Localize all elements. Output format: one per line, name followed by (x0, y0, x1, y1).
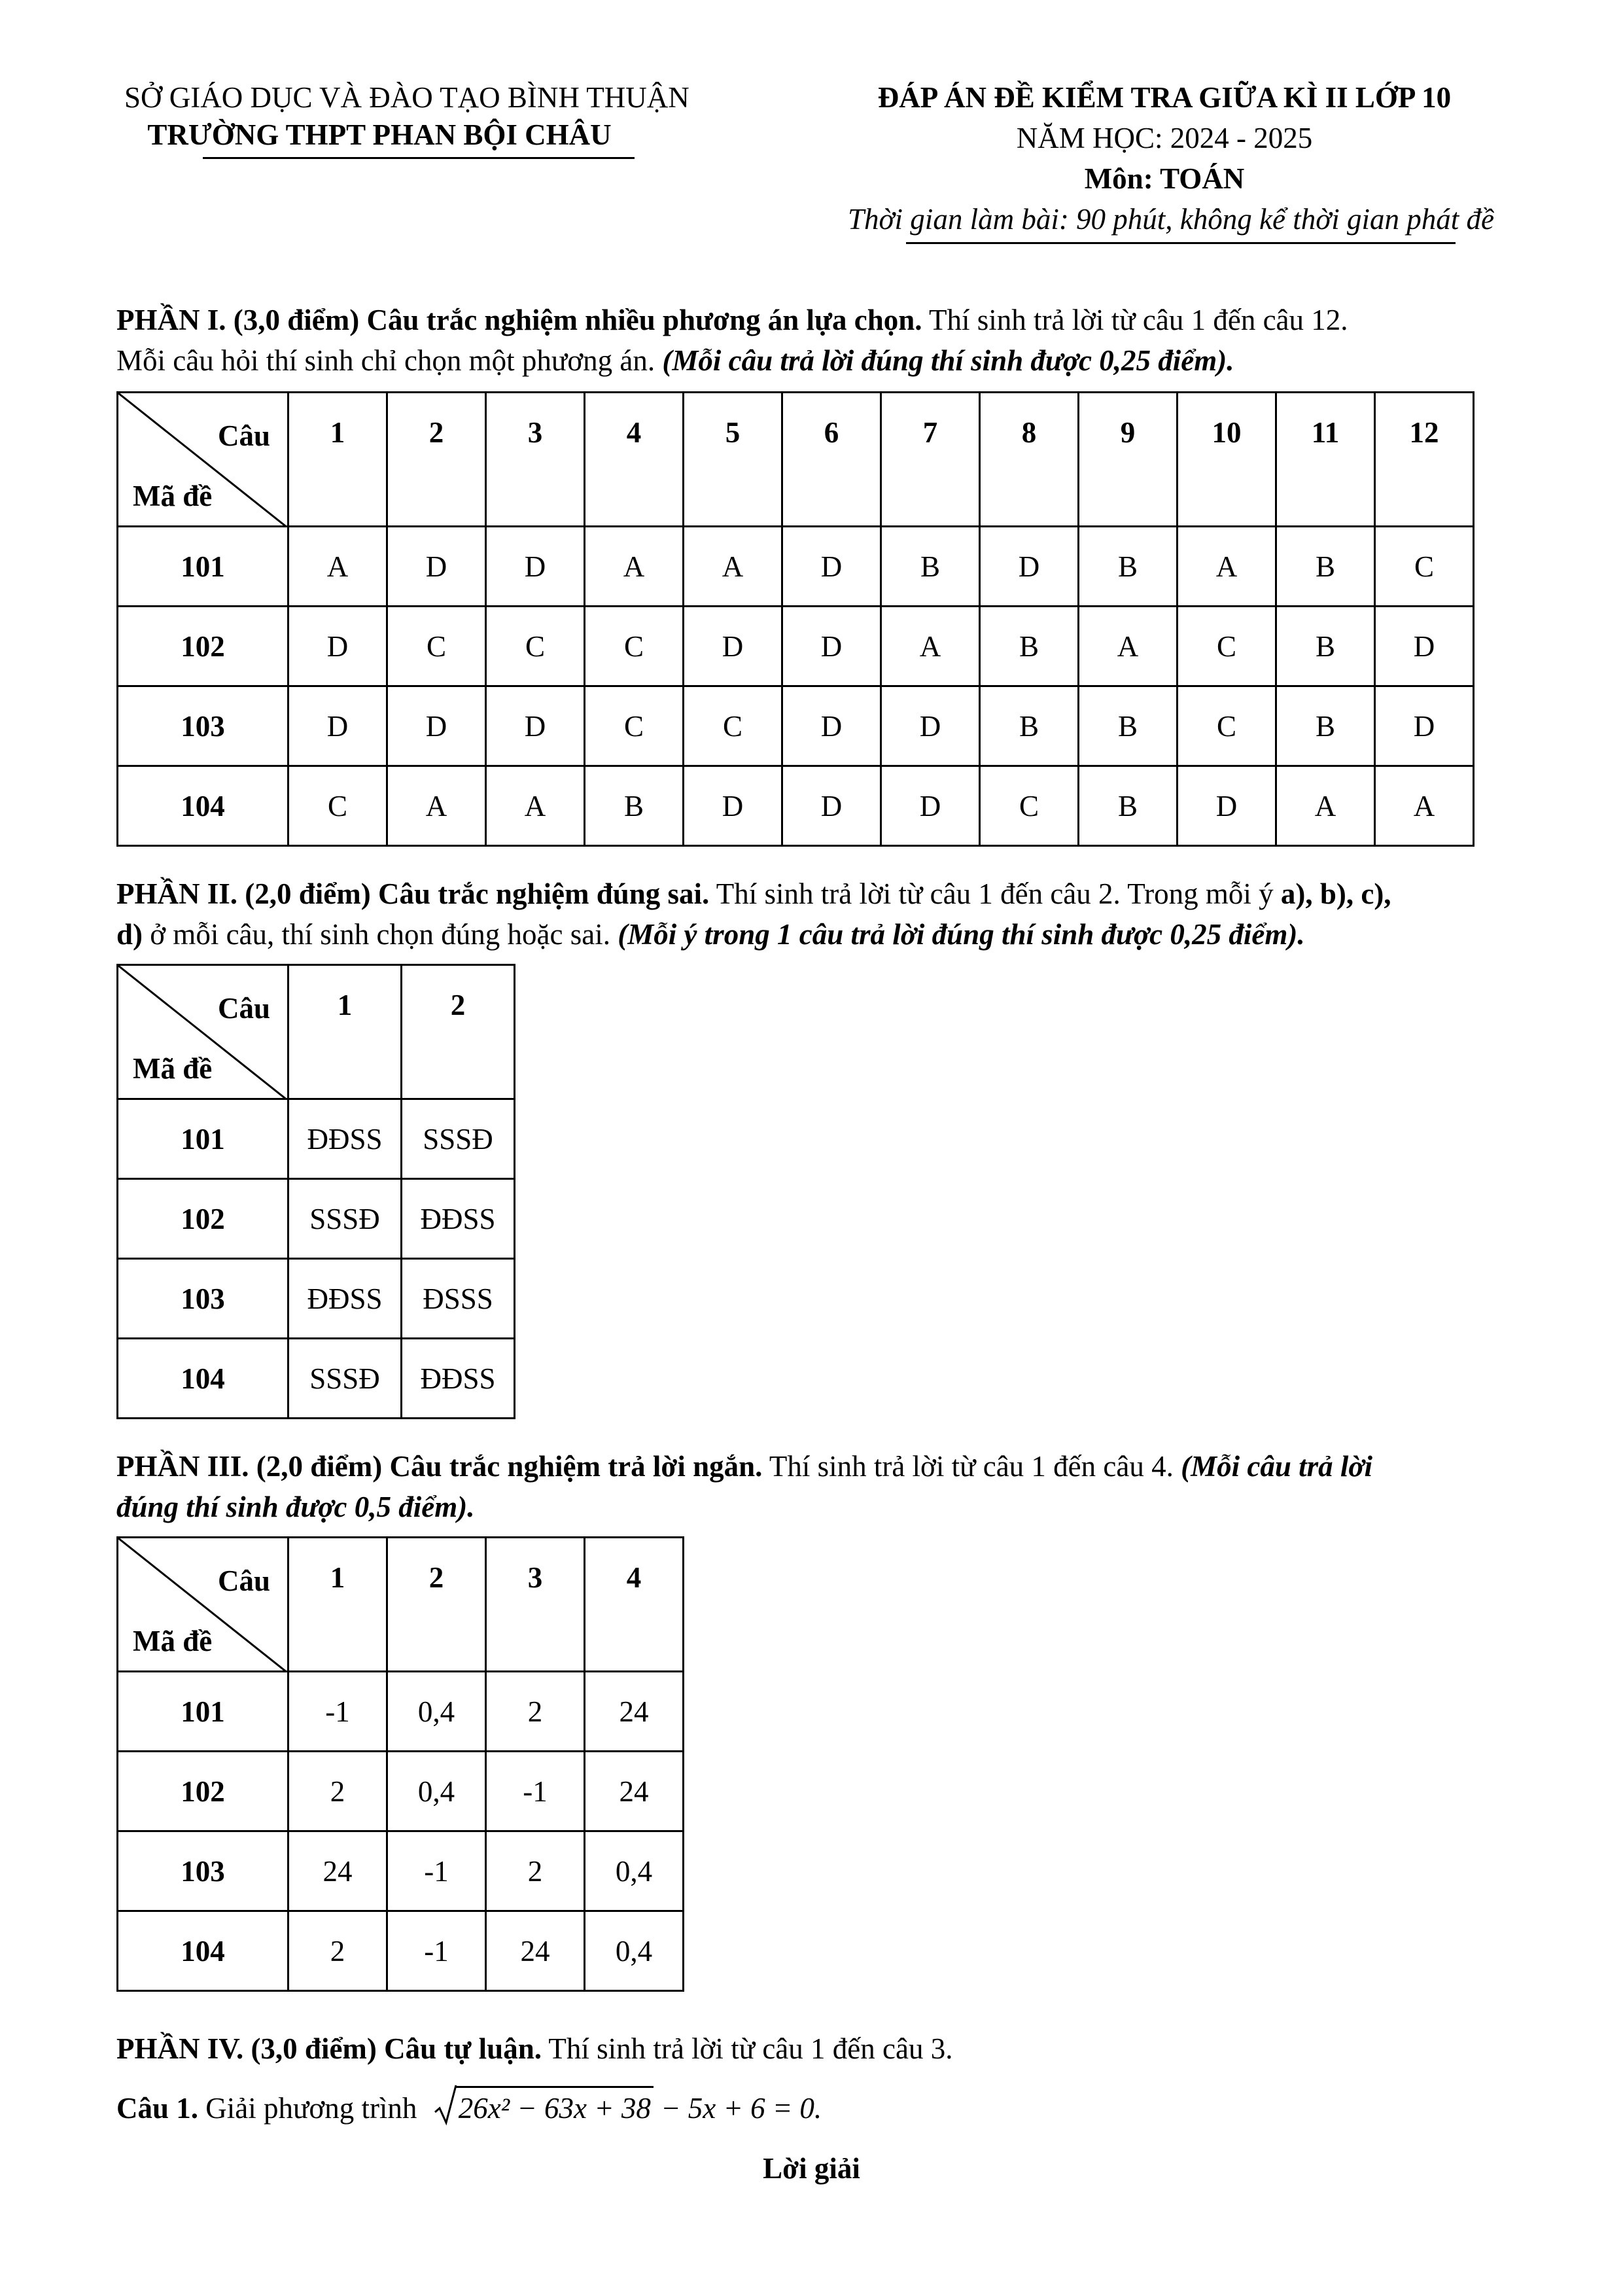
answer-cell: C (585, 686, 684, 766)
exam-code: 103 (118, 686, 288, 766)
question-number: 1 (288, 965, 402, 1099)
answer-cell: 24 (486, 1911, 585, 1991)
part2-instructions (116, 874, 1549, 955)
question-number: 8 (980, 393, 1079, 527)
radicand: 26x² − 63x + 38 (456, 2086, 654, 2128)
part2-note: (Mỗi ý trong 1 câu trả lời đúng thí sinh được 0,25 điểm). (618, 918, 1305, 951)
department-name: SỞ GIÁO DỤC VÀ ĐÀO TẠO BÌNH THUẬN (124, 81, 689, 114)
answer-cell: ĐĐSS (288, 1099, 402, 1179)
answer-cell: D (1178, 766, 1276, 846)
answer-cell: SSSĐ (288, 1179, 402, 1259)
question-number: 1 (288, 1538, 387, 1672)
part1-answer-table (116, 391, 1475, 847)
answer-cell: A (1079, 607, 1178, 686)
table-corner (118, 965, 288, 1099)
part1-text1: Thí sinh trả lời từ câu 1 đến câu 12. (922, 304, 1348, 336)
question-number: 7 (881, 393, 980, 527)
answer-cell: -1 (387, 1831, 486, 1911)
answer-cell: D (782, 607, 881, 686)
answer-cell: C (1178, 686, 1276, 766)
answer-cell: ĐĐSS (288, 1259, 402, 1339)
answer-cell: A (1375, 766, 1474, 846)
table-row (118, 1831, 684, 1911)
subject: Môn: TOÁN (1084, 162, 1245, 195)
answer-cell: ĐĐSS (402, 1179, 515, 1259)
answer-cell: A (585, 527, 684, 607)
question-1-text: Giải phương trình (205, 2092, 417, 2125)
part1-heading: PHẦN I. (3,0 điểm) Câu trắc nghiệm nhiều phương án lựa chọn. (116, 304, 922, 336)
table-row (118, 1259, 515, 1339)
part2-answer-table (116, 964, 515, 1419)
answer-cell: B (1079, 686, 1178, 766)
part3-answer-table (116, 1536, 684, 1992)
table-row (118, 1911, 684, 1991)
table-corner (118, 1538, 288, 1672)
radical-sign (434, 2083, 457, 2127)
question-number: 4 (585, 393, 684, 527)
part3-note-cont: đúng thí sinh được 0,5 điểm). (116, 1491, 475, 1523)
answer-cell: 24 (288, 1831, 387, 1911)
part1-note: (Mỗi câu trả lời đúng thí sinh được 0,25 điểm). (662, 344, 1234, 377)
answer-cell: 2 (486, 1831, 585, 1911)
answer-cell: C (288, 766, 387, 846)
answer-cell: D (387, 527, 486, 607)
answer-cell: B (585, 766, 684, 846)
question-number: 5 (684, 393, 782, 527)
exam-time: Thời gian làm bài: 90 phút, không kể thời gian phát đề (848, 203, 1494, 236)
answer-cell: A (387, 766, 486, 846)
header-ma-de: Mã đề (133, 480, 213, 512)
answer-cell: D (486, 527, 585, 607)
answer-cell: 2 (486, 1672, 585, 1752)
answer-cell: D (980, 527, 1079, 607)
answer-cell: A (288, 527, 387, 607)
part1-instructions (116, 300, 1543, 381)
answer-cell: 2 (288, 1752, 387, 1831)
answer-cell: B (881, 527, 980, 607)
question-number: 6 (782, 393, 881, 527)
table-row (118, 766, 1474, 846)
answer-cell: C (1375, 527, 1474, 607)
question-number: 11 (1276, 393, 1375, 527)
answer-cell: B (1276, 527, 1375, 607)
exam-code: 101 (118, 1099, 288, 1179)
question-number: 12 (1375, 393, 1474, 527)
equation (434, 2086, 822, 2128)
header-ma-de: Mã đề (133, 1625, 213, 1657)
exam-code: 101 (118, 527, 288, 607)
part3-note: (Mỗi câu trả lời (1181, 1450, 1373, 1483)
answer-cell: 24 (585, 1672, 684, 1752)
question-number: 2 (387, 393, 486, 527)
school-name: TRƯỜNG THPT PHAN BỘI CHÂU (147, 118, 612, 151)
answer-cell: D (881, 766, 980, 846)
question-number: 1 (288, 393, 387, 527)
answer-cell: B (1276, 686, 1375, 766)
answer-cell: B (1079, 527, 1178, 607)
table-row (118, 1752, 684, 1831)
question-number: 2 (402, 965, 515, 1099)
answer-cell: D (782, 527, 881, 607)
answer-cell: 0,4 (387, 1752, 486, 1831)
answer-cell: -1 (288, 1672, 387, 1752)
part4-instructions (116, 2028, 1543, 2069)
part3-heading: PHẦN III. (2,0 điểm) Câu trắc nghiệm trả lời ngắn. (116, 1450, 763, 1483)
answer-cell: D (684, 607, 782, 686)
answer-cell: D (288, 686, 387, 766)
exam-code: 104 (118, 766, 288, 846)
answer-cell: D (288, 607, 387, 686)
exam-code: 102 (118, 1752, 288, 1831)
answer-cell: B (980, 686, 1079, 766)
header-cau: Câu (217, 992, 270, 1025)
answer-cell: C (684, 686, 782, 766)
table-row (118, 1339, 515, 1419)
answer-cell: D (782, 686, 881, 766)
exam-code: 102 (118, 607, 288, 686)
answer-cell: SSSĐ (288, 1339, 402, 1419)
square-root (434, 2086, 654, 2128)
table-corner (118, 393, 288, 527)
header-cau: Câu (217, 419, 270, 452)
question-1 (116, 2086, 822, 2128)
exam-code: 101 (118, 1672, 288, 1752)
question-1-label: Câu 1. (116, 2092, 199, 2125)
question-number: 3 (486, 393, 585, 527)
exam-code: 104 (118, 1339, 288, 1419)
answer-cell: B (980, 607, 1079, 686)
school-underline (203, 157, 635, 159)
school-year: NĂM HỌC: 2024 - 2025 (1016, 122, 1313, 154)
answer-cell: A (1276, 766, 1375, 846)
answer-cell: D (1375, 686, 1474, 766)
answer-cell: C (1178, 607, 1276, 686)
answer-cell: A (684, 527, 782, 607)
answer-cell: C (486, 607, 585, 686)
table-row (118, 1099, 515, 1179)
question-number: 4 (585, 1538, 684, 1672)
table-row (118, 1672, 684, 1752)
answer-cell: ĐSSS (402, 1259, 515, 1339)
answer-cell: C (387, 607, 486, 686)
answer-cell: D (881, 686, 980, 766)
answer-cell: A (486, 766, 585, 846)
exam-code: 103 (118, 1259, 288, 1339)
exam-code: 104 (118, 1911, 288, 1991)
header-cau: Câu (217, 1564, 270, 1597)
part2-options-d: d) (116, 918, 143, 951)
answer-cell: D (486, 686, 585, 766)
document-title: ĐÁP ÁN ĐỀ KIỂM TRA GIỮA KÌ II LỚP 10 (877, 81, 1452, 114)
part3-text1: Thí sinh trả lời từ câu 1 đến câu 4. (762, 1450, 1181, 1483)
answer-cell: -1 (486, 1752, 585, 1831)
part2-options: a), b), c), (1280, 877, 1391, 910)
answer-cell: -1 (387, 1911, 486, 1991)
answer-cell: A (881, 607, 980, 686)
table-row (118, 527, 1474, 607)
answer-cell: ĐĐSS (402, 1339, 515, 1419)
time-underline (906, 242, 1456, 244)
table-row (118, 607, 1474, 686)
solution-label: Lời giải (763, 2152, 860, 2185)
answer-cell: 24 (585, 1752, 684, 1831)
part4-text1: Thí sinh trả lời từ câu 1 đến câu 3. (541, 2032, 953, 2065)
question-number: 3 (486, 1538, 585, 1672)
exam-code: 103 (118, 1831, 288, 1911)
equation-rest: − 5x + 6 = 0. (661, 2092, 822, 2125)
question-number: 10 (1178, 393, 1276, 527)
part2-text1: Thí sinh trả lời từ câu 1 đến câu 2. Trong mỗi ý (709, 877, 1281, 910)
header-ma-de: Mã đề (133, 1052, 213, 1085)
answer-cell: D (782, 766, 881, 846)
exam-code: 102 (118, 1179, 288, 1259)
part1-text2: Mỗi câu hỏi thí sinh chỉ chọn một phương án. (116, 344, 663, 377)
part4-heading: PHẦN IV. (3,0 điểm) Câu tự luận. (116, 2032, 542, 2065)
answer-cell: D (684, 766, 782, 846)
answer-cell: C (980, 766, 1079, 846)
table-row (118, 1179, 515, 1259)
answer-cell: 0,4 (387, 1672, 486, 1752)
answer-cell: 2 (288, 1911, 387, 1991)
answer-cell: C (585, 607, 684, 686)
answer-cell: D (387, 686, 486, 766)
table-row (118, 686, 1474, 766)
answer-cell: 0,4 (585, 1911, 684, 1991)
answer-cell: SSSĐ (402, 1099, 515, 1179)
part2-heading: PHẦN II. (2,0 điểm) Câu trắc nghiệm đúng sai. (116, 877, 710, 910)
answer-cell: D (1375, 607, 1474, 686)
question-number: 2 (387, 1538, 486, 1672)
question-number: 9 (1079, 393, 1178, 527)
answer-cell: 0,4 (585, 1831, 684, 1911)
answer-cell: A (1178, 527, 1276, 607)
part3-instructions (116, 1446, 1543, 1527)
part2-text2: ở mỗi câu, thí sinh chọn đúng hoặc sai. (143, 918, 618, 951)
answer-cell: B (1079, 766, 1178, 846)
answer-cell: B (1276, 607, 1375, 686)
